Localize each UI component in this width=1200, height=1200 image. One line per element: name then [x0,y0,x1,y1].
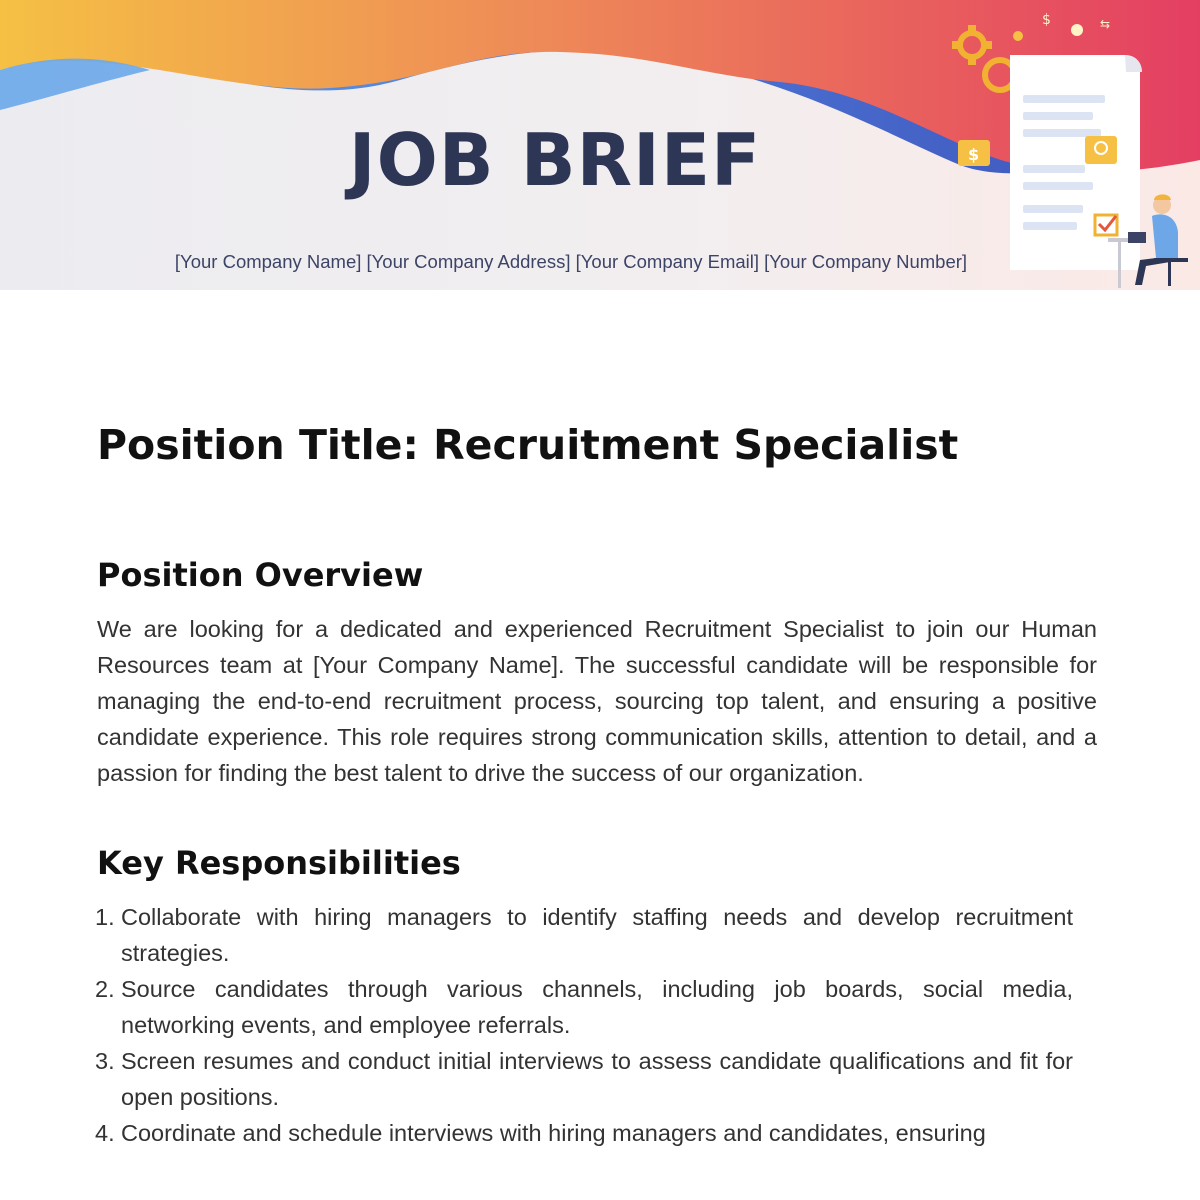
list-item [97,971,1073,1043]
list-item-number: 4. [95,1120,115,1146]
svg-text:$: $ [968,145,980,164]
overview-heading: Position Overview [97,556,424,594]
list-item-number: 2. [95,976,115,1002]
list-item-number: 3. [95,1048,115,1074]
list-item-text: Coordinate and schedule interviews with hiring managers and candidates, ensuring [121,1120,986,1146]
svg-text:⇆: ⇆ [1100,17,1111,31]
header-banner [0,0,1200,290]
document-body [97,400,1097,1151]
position-title: Position Title: Recruitment Specialist [97,421,959,469]
svg-text:$: $ [1042,12,1051,28]
list-item-text: Collaborate with hiring managers to identify staffing needs and develop recruitment strategies. [121,904,1073,966]
recruitment-illustration-icon [930,0,1200,290]
list-item [97,1115,1073,1151]
responsibilities-heading: Key Responsibilities [97,844,461,882]
list-item-text: Source candidates through various channels, including job boards, social media, networking events, and employee referrals. [121,976,1073,1038]
list-item-number: 1. [95,904,115,930]
list-item [97,899,1073,971]
list-item-text: Screen resumes and conduct initial interviews to assess candidate qualifications and fit for open positions. [121,1048,1073,1110]
overview-paragraph: We are looking for a dedicated and experienced Recruitment Specialist to join our Human Resources team at [Your Company Name]. The successful candidate will be responsible for managing the end-to-end recruitment process, sourcing top talent, and ensuring a positive candidate experience. This role requires strong communication skills, attention to detail, and a passion for finding the best talent to drive the success of our organization. [97,616,1097,786]
responsibilities-list [97,899,1073,1151]
list-item [97,1043,1073,1115]
banner-title: JOB BRIEF [348,118,762,202]
company-contact-line: [Your Company Name] [Your Company Address] [Your Company Email] [Your Company Number] [174,251,968,272]
